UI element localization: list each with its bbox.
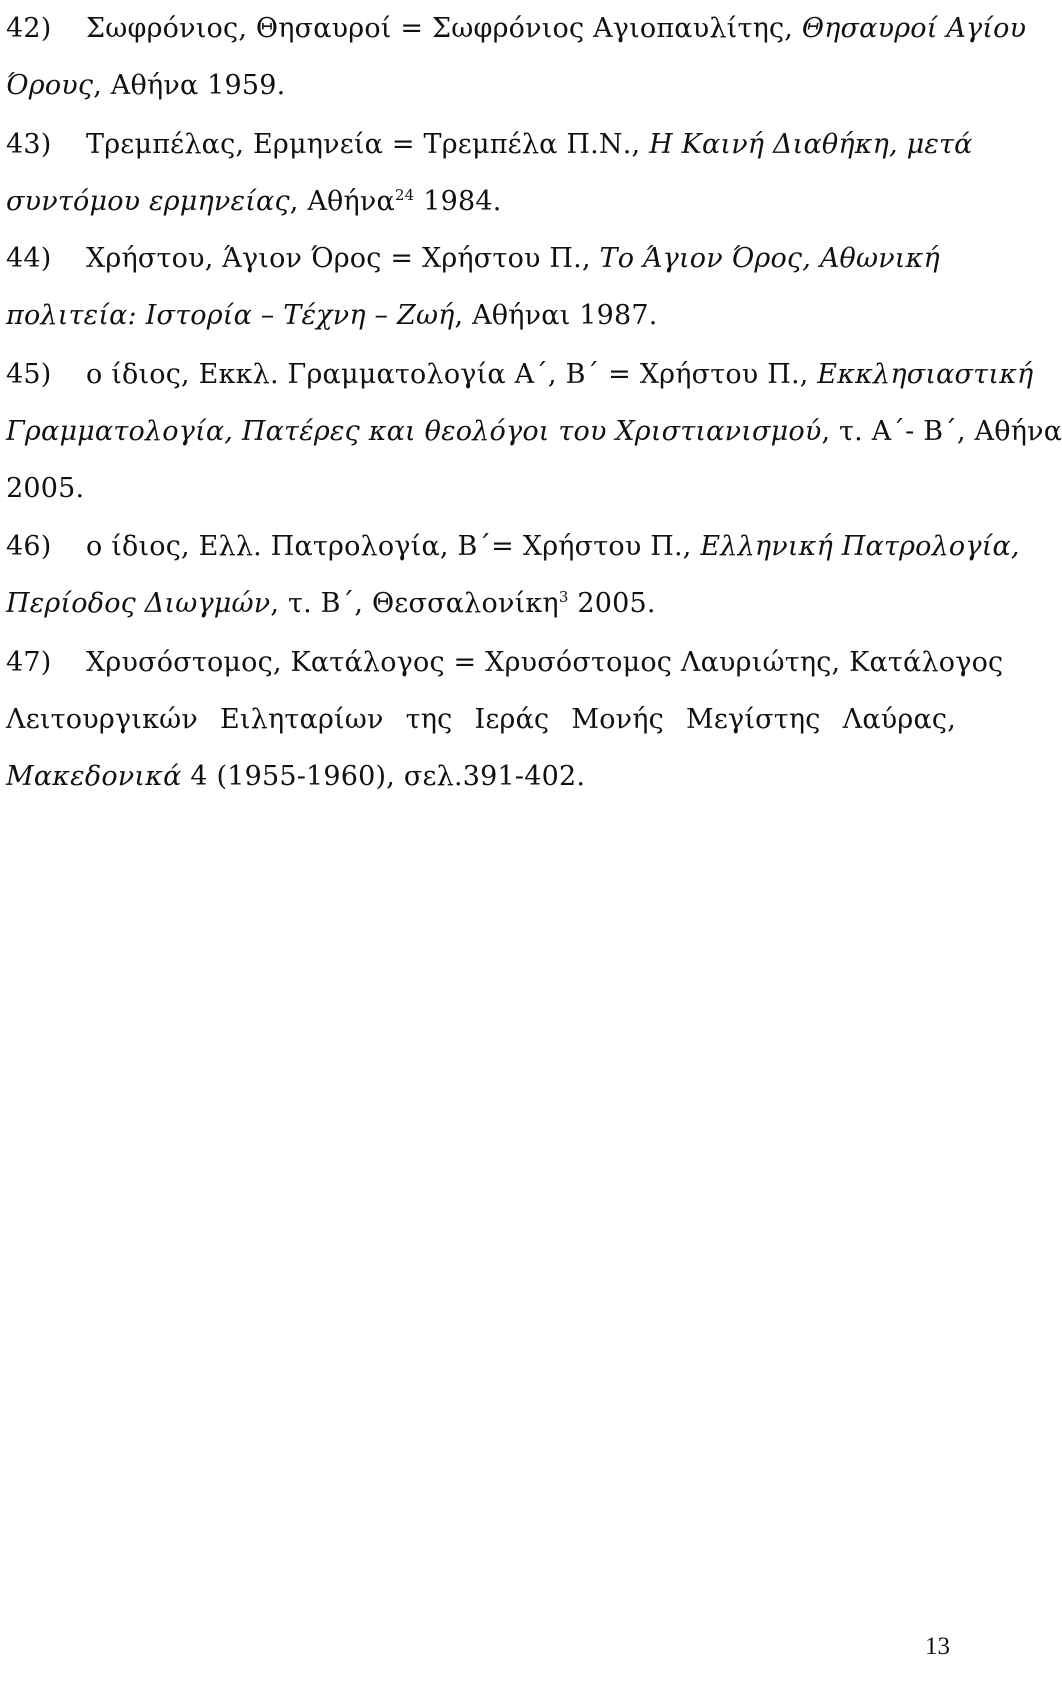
- entry-number: 43): [6, 129, 52, 160]
- bibliography-entry-47: [6, 634, 1004, 805]
- entry-text: , τ. Α΄- Β΄, Αθήνα: [821, 416, 1062, 447]
- entry-title: συντόμου ερμηνείας: [6, 186, 290, 217]
- entry-text: ο ίδιος, Εκκλ. Γραμματολογία Α΄, Β΄ = Χρήστου Π.,: [86, 359, 818, 390]
- entry-title: Το Άγιον Όρος, Αθωνική: [599, 243, 940, 274]
- entry-text: Τρεμπέλας, Ερμηνεία = Τρεμπέλα Π.Ν.,: [86, 129, 650, 160]
- entry-title: Περίοδος Διωγμών: [6, 588, 271, 619]
- entry-text: 2005.: [6, 473, 85, 504]
- entry-text: Χρήστου, Άγιον Όρος = Χρήστου Π.,: [86, 243, 600, 274]
- entry-text: 1984.: [414, 186, 502, 217]
- document-page: [6, 0, 1062, 1681]
- entry-text: ο ίδιος, Ελλ. Πατρολογία, Β΄= Χρήστου Π.,: [86, 531, 701, 562]
- entry-number: 47): [6, 647, 52, 678]
- entry-text: , Αθήνα: [289, 186, 395, 217]
- entry-title: πολιτεία: Ιστορία – Τέχνη – Ζωή: [6, 300, 455, 331]
- entry-text: 4 (1955-1960), σελ.391-402.: [181, 761, 586, 792]
- entry-text: , Αθήνα 1959.: [93, 70, 286, 101]
- entry-number: 42): [6, 13, 52, 44]
- entry-text: Σωφρόνιος, Θησαυροί = Σωφρόνιος Αγιοπαυλίτης,: [86, 13, 802, 44]
- entry-text: Χρυσόστομος, Κατάλογος = Χρυσόστομος Λαυριώτης, Κατάλογος: [86, 647, 1004, 678]
- bibliography-entry-45: [6, 346, 1062, 517]
- entry-text: Λειτουργικών Ειληταρίων της Ιεράς Μονής Μεγίστης Λαύρας,: [6, 704, 956, 735]
- entry-title: Η Καινή Διαθήκη, μετά: [649, 129, 973, 160]
- entry-number: 46): [6, 531, 52, 562]
- entry-title: Γραμματολογία, Πατέρες και θεολόγοι του Χριστιανισμού: [6, 416, 822, 447]
- edition-superscript: 3: [558, 588, 569, 606]
- entry-title: Θησαυροί Αγίου: [801, 13, 1027, 44]
- entry-title: Μακεδονικά: [6, 761, 182, 792]
- page-number: 13: [925, 1633, 950, 1660]
- entry-number: 45): [6, 359, 52, 390]
- bibliography-entry-43: [6, 116, 973, 230]
- bibliography-entry-42: [6, 0, 1027, 114]
- entry-number: 44): [6, 243, 52, 274]
- entry-text: , Αθήναι 1987.: [454, 300, 658, 331]
- entry-title: Όρους: [6, 70, 94, 101]
- bibliography-entry-46: [6, 518, 1020, 632]
- entry-text: 2005.: [568, 588, 656, 619]
- bibliography-entry-44: [6, 230, 956, 344]
- entry-title: Ελληνική Πατρολογία,: [700, 531, 1020, 562]
- edition-superscript: 24: [394, 186, 415, 204]
- entry-title: Εκκλησιαστική: [817, 359, 1034, 390]
- entry-text: , τ. Β΄, Θεσσαλονίκη: [270, 588, 559, 619]
